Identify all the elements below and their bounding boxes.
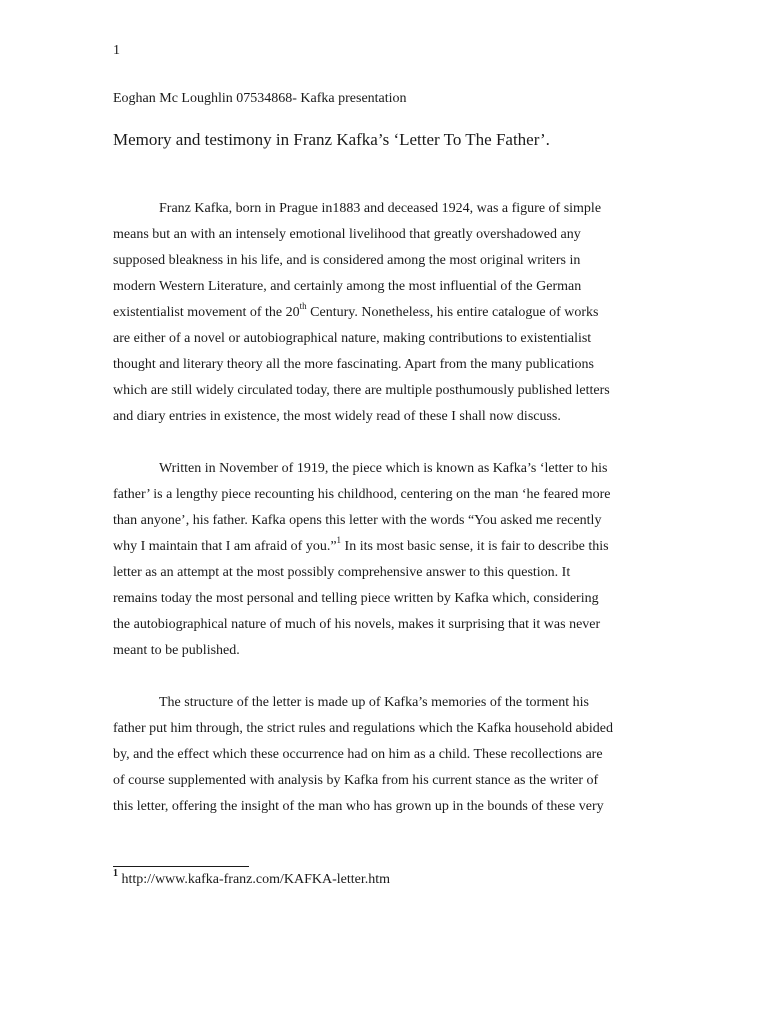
text-line: thought and literary theory all the more fascinating. Apart from the many publications xyxy=(113,357,594,372)
footnote-marker: 1 xyxy=(113,868,118,880)
text-line: Franz Kafka, born in Prague in1883 and deceased 1924, was a figure of simple xyxy=(159,201,602,216)
text-line: by, and the effect which these occurrence had on him as a child. These recollections are xyxy=(113,747,603,762)
text-segment: existentialist movement of the 20 xyxy=(113,305,300,320)
text-line: father put him through, the strict rules and regulations which the Kafka household abided xyxy=(113,721,613,736)
superscript: th xyxy=(299,301,307,312)
text-segment: In its most basic sense, it is fair to describe this xyxy=(341,539,609,554)
text-line: father’ is a lengthy piece recounting his childhood, centering on the man ‘he feared more xyxy=(113,487,611,502)
footnote-divider xyxy=(113,866,249,867)
footnote-link[interactable]: http://www.kafka-franz.com/KAFKA-letter.htm xyxy=(118,872,391,887)
text-segment: Century. Nonetheless, his entire catalogue of works xyxy=(306,305,599,320)
text-line: the autobiographical nature of much of his novels, makes it surprising that it was never xyxy=(113,617,601,632)
document-title: Memory and testimony in Franz Kafka’s ‘Letter To The Father’. xyxy=(113,130,550,149)
page-number: 1 xyxy=(113,43,120,58)
text-line: are either of a novel or autobiographical nature, making contributions to existentialist xyxy=(113,331,592,346)
text-line: The structure of the letter is made up of Kafka’s memories of the torment his xyxy=(159,695,589,710)
text-line: this letter, offering the insight of the man who has grown up in the bounds of these very xyxy=(113,799,604,814)
text-line xyxy=(113,301,599,321)
text-line: than anyone’, his father. Kafka opens this letter with the words “You asked me recently xyxy=(113,513,602,528)
text-segment: why I maintain that I am afraid of you.” xyxy=(113,539,337,554)
text-line: and diary entries in existence, the most widely read of these I shall now discuss. xyxy=(113,409,561,424)
footnote xyxy=(113,868,391,888)
text-line: of course supplemented with analysis by Kafka from his current stance as the writer of xyxy=(113,773,599,788)
text-line: meant to be published. xyxy=(113,643,240,658)
header-line: Eoghan Mc Loughlin 07534868- Kafka presentation xyxy=(113,91,407,106)
text-line: means but an with an intensely emotional livelihood that greatly overshadowed any xyxy=(113,227,581,242)
text-line xyxy=(113,535,609,555)
text-line: modern Western Literature, and certainly among the most influential of the German xyxy=(113,279,582,294)
text-line: remains today the most personal and telling piece written by Kafka which, considering xyxy=(113,591,599,606)
text-line: which are still widely circulated today, there are multiple posthumously published letters xyxy=(113,383,610,398)
text-line: supposed bleakness in his life, and is considered among the most original writers in xyxy=(113,253,581,268)
text-line: Written in November of 1919, the piece which is known as Kafka’s ‘letter to his xyxy=(159,461,608,476)
footnote-reference[interactable]: 1 xyxy=(336,535,342,546)
text-line: letter as an attempt at the most possibly comprehensive answer to this question. It xyxy=(113,565,571,580)
